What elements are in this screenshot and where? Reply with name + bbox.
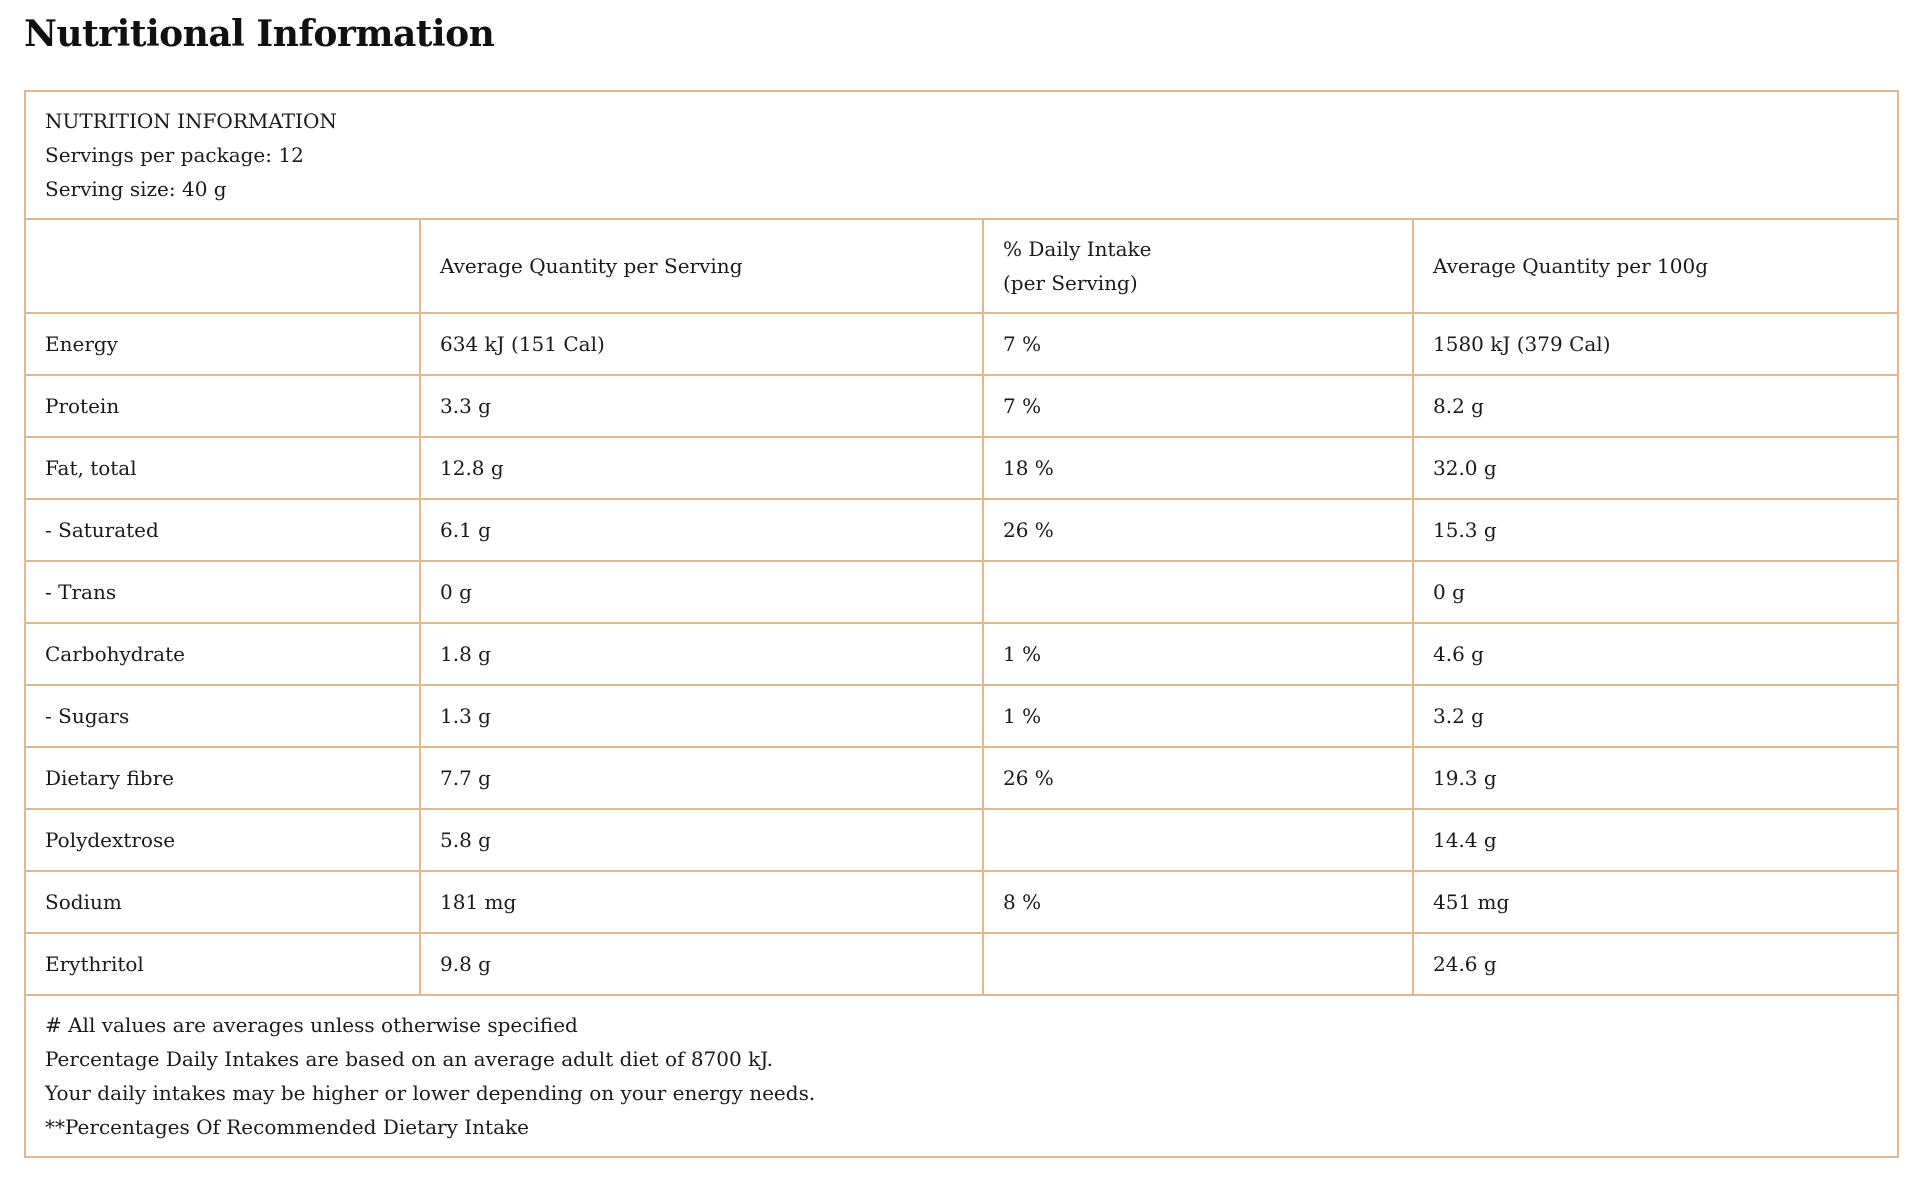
- table-row: [25, 375, 1898, 437]
- column-header-row: [25, 219, 1898, 313]
- nutrient-name: Carbohydrate: [25, 623, 420, 685]
- daily-intake-value: [983, 809, 1413, 871]
- daily-intake-value: 26 %: [983, 499, 1413, 561]
- column-header-per-serving: Average Quantity per Serving: [420, 219, 983, 313]
- per-100g-value: 14.4 g: [1413, 809, 1898, 871]
- per-100g-value: 451 mg: [1413, 871, 1898, 933]
- nutrient-name: Dietary fibre: [25, 747, 420, 809]
- per-100g-value: 24.6 g: [1413, 933, 1898, 995]
- nutrition-info-heading: NUTRITION INFORMATION: [45, 109, 337, 133]
- per-100g-value: 4.6 g: [1413, 623, 1898, 685]
- table-row: [25, 437, 1898, 499]
- servings-per-package: Servings per package: 12: [45, 143, 304, 167]
- nutrient-name: Erythritol: [25, 933, 420, 995]
- nutrient-name: Polydextrose: [25, 809, 420, 871]
- per-serving-value: 634 kJ (151 Cal): [420, 313, 983, 375]
- per-100g-value: 8.2 g: [1413, 375, 1898, 437]
- per-serving-value: 7.7 g: [420, 747, 983, 809]
- nutrient-name: - Saturated: [25, 499, 420, 561]
- serving-size: Serving size: 40 g: [45, 177, 227, 201]
- per-100g-value: 19.3 g: [1413, 747, 1898, 809]
- column-header-per-100g: Average Quantity per 100g: [1413, 219, 1898, 313]
- footnotes: [25, 995, 1898, 1157]
- per-serving-value: 12.8 g: [420, 437, 983, 499]
- per-serving-value: 0 g: [420, 561, 983, 623]
- table-row: [25, 499, 1898, 561]
- table-row: [25, 933, 1898, 995]
- per-serving-value: 1.3 g: [420, 685, 983, 747]
- daily-intake-value: 1 %: [983, 623, 1413, 685]
- nutrient-name: Protein: [25, 375, 420, 437]
- footnote-line: **Percentages Of Recommended Dietary Intake: [45, 1115, 529, 1139]
- footnote-line: # All values are averages unless otherwise specified: [45, 1013, 578, 1037]
- daily-intake-value: 1 %: [983, 685, 1413, 747]
- daily-intake-value: 7 %: [983, 313, 1413, 375]
- nutrition-info-panel: [25, 91, 1898, 219]
- column-header-name: [25, 219, 420, 313]
- nutrition-table: [24, 90, 1899, 1158]
- table-row: [25, 623, 1898, 685]
- per-serving-value: 5.8 g: [420, 809, 983, 871]
- nutrient-name: - Trans: [25, 561, 420, 623]
- table-row: [25, 685, 1898, 747]
- per-100g-value: 3.2 g: [1413, 685, 1898, 747]
- daily-intake-header-line1: % Daily Intake: [1003, 237, 1152, 261]
- per-serving-value: 6.1 g: [420, 499, 983, 561]
- nutrient-name: Energy: [25, 313, 420, 375]
- daily-intake-value: 18 %: [983, 437, 1413, 499]
- column-header-daily-intake: [983, 219, 1413, 313]
- table-row: [25, 561, 1898, 623]
- daily-intake-value: 8 %: [983, 871, 1413, 933]
- table-row: [25, 809, 1898, 871]
- per-serving-value: 1.8 g: [420, 623, 983, 685]
- footnotes-row: [25, 995, 1898, 1157]
- daily-intake-header-line2: (per Serving): [1003, 271, 1138, 295]
- nutrient-name: Fat, total: [25, 437, 420, 499]
- per-serving-value: 181 mg: [420, 871, 983, 933]
- footnote-line: Your daily intakes may be higher or lower depending on your energy needs.: [45, 1081, 816, 1105]
- table-row: [25, 871, 1898, 933]
- page-title: Nutritional Information: [24, 13, 495, 55]
- table-row: [25, 313, 1898, 375]
- daily-intake-value: [983, 561, 1413, 623]
- per-serving-value: 9.8 g: [420, 933, 983, 995]
- nutrient-rows: [25, 313, 1898, 995]
- nutrition-info-header-row: [25, 91, 1898, 219]
- daily-intake-value: [983, 933, 1413, 995]
- footnote-line: Percentage Daily Intakes are based on an average adult diet of 8700 kJ.: [45, 1047, 774, 1071]
- daily-intake-value: 7 %: [983, 375, 1413, 437]
- per-serving-value: 3.3 g: [420, 375, 983, 437]
- per-100g-value: 15.3 g: [1413, 499, 1898, 561]
- per-100g-value: 32.0 g: [1413, 437, 1898, 499]
- per-100g-value: 0 g: [1413, 561, 1898, 623]
- per-100g-value: 1580 kJ (379 Cal): [1413, 313, 1898, 375]
- table-row: [25, 747, 1898, 809]
- nutrient-name: Sodium: [25, 871, 420, 933]
- daily-intake-value: 26 %: [983, 747, 1413, 809]
- nutrient-name: - Sugars: [25, 685, 420, 747]
